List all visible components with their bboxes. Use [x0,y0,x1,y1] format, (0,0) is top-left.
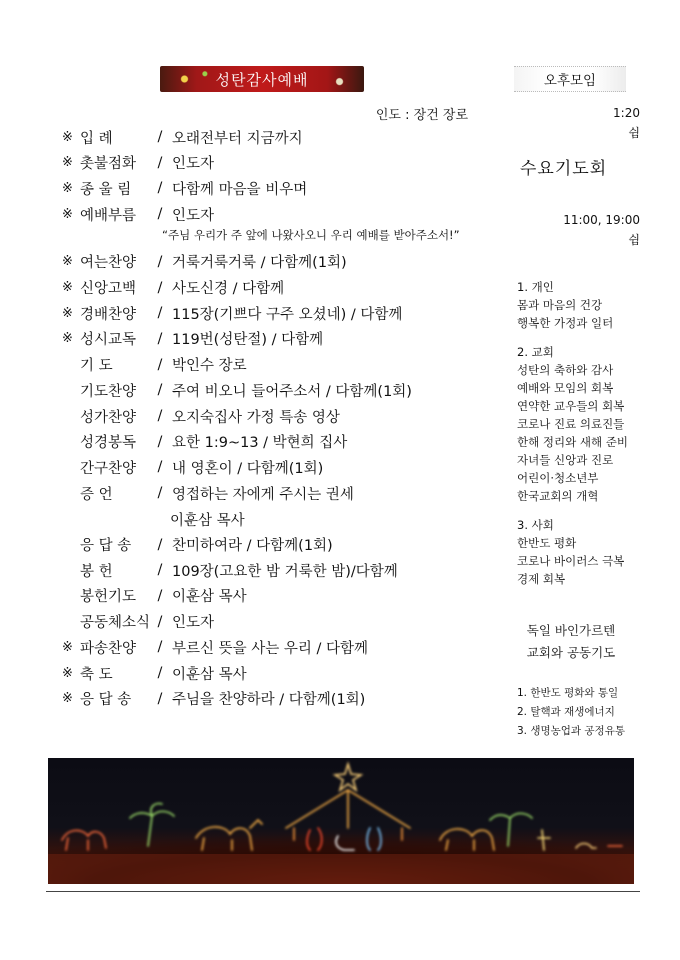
separator: / [157,587,163,604]
worship-item-value: 사도신경 / 다함께 [172,281,285,297]
afternoon-time: 1:20 [613,106,640,120]
worship-item-name: 기 도 [80,358,113,375]
worship-item-name: 경배찬양 [80,306,137,323]
germany-prayer-item: 2. 탈핵과 재생에너지 [517,706,615,718]
palm-tree-left [130,804,174,847]
worship-item [62,176,307,200]
worship-item-value: 주여 비오니 들어주소서 / 다함께(1회) [172,383,412,400]
separator: / [157,382,163,399]
separator: / [157,180,163,197]
figure-mary [367,828,381,850]
worship-item [62,481,354,505]
separator: / [157,690,163,707]
worship-item [62,250,347,274]
separator: / [157,433,163,450]
worship-item-name: 성경봉독 [80,435,137,452]
prayer-topic-heading: 2. 교회 [517,345,554,359]
worship-item [62,353,247,377]
prayer-topic-line: 코로나 바이러스 극복 [517,554,625,568]
separator: / [157,562,163,579]
wednesday-time: 11:00, 19:00 [563,213,640,227]
worship-item-name: 종 울 림 [80,181,132,198]
required-standing-mark: ※ [62,691,73,707]
required-standing-mark: ※ [62,665,73,681]
germany-title-line1: 독일 바인가르텐 [526,623,616,638]
worship-item [62,151,214,175]
separator: / [157,279,163,296]
title-banner [160,66,364,92]
prayer-topic-line: 행복한 가정과 일터 [517,316,614,330]
worship-item [62,276,284,300]
worship-item [62,558,398,582]
worship-item-value: 오지숙집사 가정 특송 영상 [172,409,340,426]
worship-item-name: 예배부름 [80,207,137,224]
manger [336,836,354,850]
worship-item-name: 축 도 [80,666,113,683]
worship-item-value: 인도자 [172,207,215,224]
separator: / [157,356,163,373]
worship-item-name: 봉헌기도 [80,589,137,606]
worship-item-value: 내 영혼이 / 다함께(1회) [172,460,324,477]
required-standing-mark: ※ [62,206,73,222]
worship-item-name: 공동체소식 [80,615,151,632]
worship-item [62,533,333,557]
call-to-worship-quote: “주님 우리가 주 앞에 나왔사오니 우리 예배를 받아주소서!” [162,227,460,242]
separator: / [157,459,163,476]
camel-left-2 [196,820,262,850]
sheep [576,844,596,849]
worship-item-name: 응 답 송 [80,538,132,554]
wednesday-title: 수요기도회 [520,159,608,179]
worship-item-value: 인도자 [172,156,215,173]
worship-item [62,404,340,428]
prayer-topic-line: 어린이·청소년부 [517,471,599,485]
required-standing-mark: ※ [62,180,73,196]
worship-item-value: 오래전부터 지금까지 [172,130,303,147]
worship-item-value: 부르신 뜻을 사는 우리 / 다함께 [172,640,369,657]
worship-item [62,584,247,608]
separator: / [157,485,163,502]
stable-roof [286,790,410,828]
worship-item [62,327,323,351]
prayer-topic-line: 연약한 교우들의 회복 [517,399,625,413]
germany-prayer-item: 1. 한반도 평화와 통일 [517,687,619,699]
prayer-topic-heading: 3. 사회 [517,518,554,532]
prayer-topic-line: 코로나 진료 의료진들 [517,417,625,431]
prayer-topic-heading: 1. 개인 [517,280,554,294]
germany-heading [508,620,634,664]
worship-item-value: 이훈삼 목사 [172,666,247,683]
afternoon-badge: 오후모임 [514,66,626,92]
required-standing-mark: ※ [62,305,73,321]
worship-item-name: 여는찬양 [80,255,137,272]
worship-item [62,430,347,454]
nativity-lights-image [48,758,634,884]
separator: / [157,639,163,656]
separator: / [157,154,163,171]
worship-item-value: 박인수 장로 [172,358,247,375]
worship-item [62,125,303,149]
worship-item-name: 촛불점화 [80,156,137,173]
camel-left-1 [62,830,106,850]
worship-item-value: 다함께 마음을 비우며 [172,181,308,198]
worship-item-value: 인도자 [172,615,215,632]
worship-item-value: 이훈삼 목사 [172,589,247,606]
worship-item-name: 신앙고백 [80,281,137,297]
worship-item-value: 영접하는 자에게 주시는 권세 [172,486,354,503]
worship-item [62,610,214,634]
prayer-topics [517,278,628,588]
worship-item-value: 115장(기쁘다 구주 오셨네) / 다함께 [172,306,403,323]
worship-item-value: 109장(고요한 밤 거룩한 밤)/다함께 [172,563,398,580]
germany-title-line2: 교회와 공동기도 [526,645,616,660]
worship-item-value: 거룩거룩거룩 / 다함께(1회) [172,255,347,272]
worship-item [62,202,214,226]
worship-item [62,455,323,479]
camel-right-1 [440,829,494,850]
worship-item-name: 응 답 송 [80,692,132,709]
prayer-topic-line: 한해 정리와 새해 준비 [517,435,628,449]
separator: / [157,330,163,347]
required-standing-mark: ※ [62,129,73,145]
required-standing-mark: ※ [62,331,73,347]
germany-prayer-item: 3. 생명농업과 공정유통 [517,725,625,737]
worship-item-value: 119번(성탄절) / 다함께 [172,332,324,349]
prayer-topic-line: 자녀들 신앙과 진로 [517,453,614,467]
prayer-topic-line: 경제 회복 [517,572,566,586]
worship-item-name: 간구찬양 [80,460,137,477]
worship-item [62,687,365,711]
required-standing-mark: ※ [62,639,73,655]
figure-joseph [307,828,322,850]
worship-item [62,661,247,685]
prayer-topic-line: 한반도 평화 [517,536,577,550]
sermon-preacher: 이훈삼 목사 [170,512,245,529]
prayer-topic-line: 예배와 모임의 회복 [517,381,614,395]
worship-item-name: 증 언 [80,486,113,503]
germany-prayer-list [517,684,625,741]
leader-label: 인도 : 장건 장로 [375,108,468,123]
afternoon-status: 쉼 [628,126,640,140]
required-standing-mark: ※ [62,254,73,270]
worship-item-name: 파송찬양 [80,640,137,657]
worship-item-value: 찬미하여라 / 다함께(1회) [172,538,333,554]
required-standing-mark: ※ [62,280,73,295]
nativity-scene-illustration [48,758,634,884]
bottom-divider [46,891,640,892]
prayer-topic-line: 한국교회의 개혁 [517,489,599,503]
shepherd [538,830,550,850]
worship-item [62,378,412,402]
prayer-topic-line: 성탄의 축하와 감사 [517,363,614,377]
service-title: 성탄감사예배 [215,70,309,89]
worship-item-value: 요한 1:9~13 / 박현희 집사 [172,435,348,452]
separator: / [157,408,163,424]
separator: / [157,129,163,145]
worship-item-name: 기도찬양 [80,383,137,400]
worship-item-name: 성가찬양 [80,409,137,426]
separator: / [157,206,163,223]
star-of-bethlehem [335,764,361,790]
worship-item-name: 봉 헌 [80,563,113,580]
worship-item-name: 입 례 [80,130,113,147]
worship-item-name: 성시교독 [80,332,137,349]
wednesday-status: 쉼 [628,233,640,247]
separator: / [157,305,163,322]
required-standing-mark: ※ [62,155,73,171]
worship-item [62,301,402,325]
separator: / [157,613,163,630]
separator: / [157,665,163,681]
palm-tree-right [490,813,532,846]
worship-item [62,635,368,659]
separator: / [157,536,163,553]
worship-item-value: 주님을 찬양하라 / 다함께(1회) [172,692,366,709]
prayer-topic-line: 몸과 마음의 건강 [517,298,603,312]
separator: / [157,253,163,270]
